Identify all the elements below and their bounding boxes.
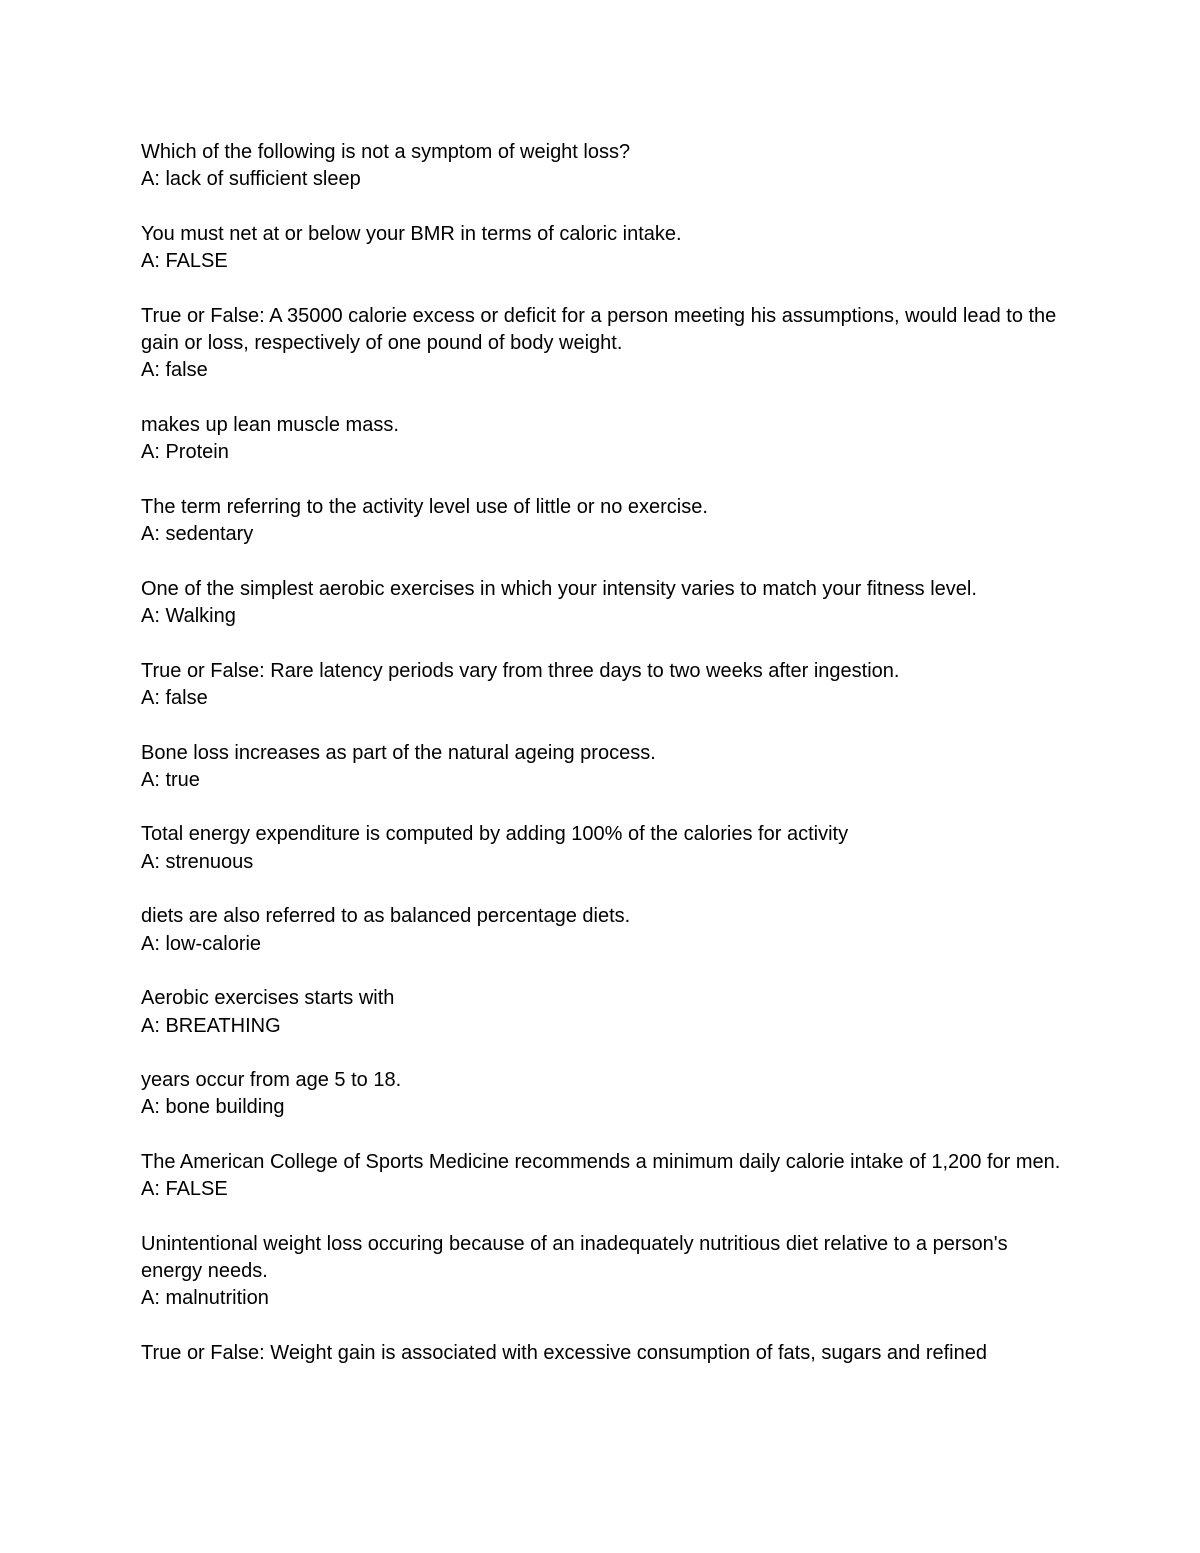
answer-text: A: false (141, 359, 208, 382)
qa-item (141, 221, 1071, 276)
question-text: Bone loss increases as part of the natural ageing process. (141, 741, 656, 764)
question-text: True or False: Rare latency periods vary from three days to two weeks after ingestion. (141, 659, 900, 682)
qa-item (141, 139, 1071, 194)
qa-list (141, 139, 1071, 1395)
qa-item (141, 1067, 1071, 1122)
qa-item (141, 740, 1071, 795)
qa-item (141, 821, 1071, 876)
answer-text: A: bone building (141, 1096, 285, 1119)
answer-text: A: FALSE (141, 250, 228, 273)
question-text: True or False: A 35000 calorie excess or deficit for a person meeting his assumptions, would lead to the gain or loss, respectively of one pound of body weight. (141, 304, 1062, 355)
question-text: You must net at or below your BMR in terms of caloric intake. (141, 222, 682, 245)
question-text: One of the simplest aerobic exercises in which your intensity varies to match your fitness level. (141, 577, 977, 600)
answer-text: A: BREATHING (141, 1014, 281, 1037)
question-text: True or False: Weight gain is associated with excessive consumption of fats, sugars and refined (141, 1342, 987, 1365)
question-text: Total energy expenditure is computed by adding 100% of the calories for activity (141, 823, 849, 846)
qa-item (141, 985, 1071, 1040)
answer-text: A: sedentary (141, 523, 254, 546)
qa-item (141, 494, 1071, 549)
question-text: Aerobic exercises starts with (141, 987, 395, 1010)
answer-text: A: Protein (141, 441, 229, 464)
qa-item (141, 412, 1071, 467)
qa-item (141, 658, 1071, 713)
answer-text: A: strenuous (141, 850, 254, 873)
question-text: years occur from age 5 to 18. (141, 1069, 402, 1092)
qa-item (141, 576, 1071, 631)
question-text: Unintentional weight loss occuring because of an inadequately nutritious diet relative to a person's energy needs. (141, 1232, 1014, 1283)
question-text: diets are also referred to as balanced percentage diets. (141, 905, 631, 928)
qa-item (141, 903, 1071, 958)
question-text: makes up lean muscle mass. (141, 413, 399, 436)
question-text: The American College of Sports Medicine recommends a minimum daily calorie intake of 1,200 for men. (141, 1150, 1061, 1173)
qa-item (141, 303, 1071, 385)
question-text: Which of the following is not a symptom of weight loss? (141, 141, 631, 163)
question-text: The term referring to the activity level use of little or no exercise. (141, 495, 708, 518)
qa-item (141, 1149, 1071, 1204)
answer-text: A: malnutrition (141, 1287, 269, 1310)
answer-text: A: FALSE (141, 1178, 228, 1201)
answer-text: A: Walking (141, 605, 236, 628)
answer-text: A: low-calorie (141, 932, 262, 955)
answer-text: A: true (141, 768, 200, 791)
answer-text: A: lack of sufficient sleep (141, 168, 361, 191)
answer-text: A: false (141, 686, 208, 709)
qa-item (141, 1340, 1071, 1367)
qa-item (141, 1231, 1071, 1313)
